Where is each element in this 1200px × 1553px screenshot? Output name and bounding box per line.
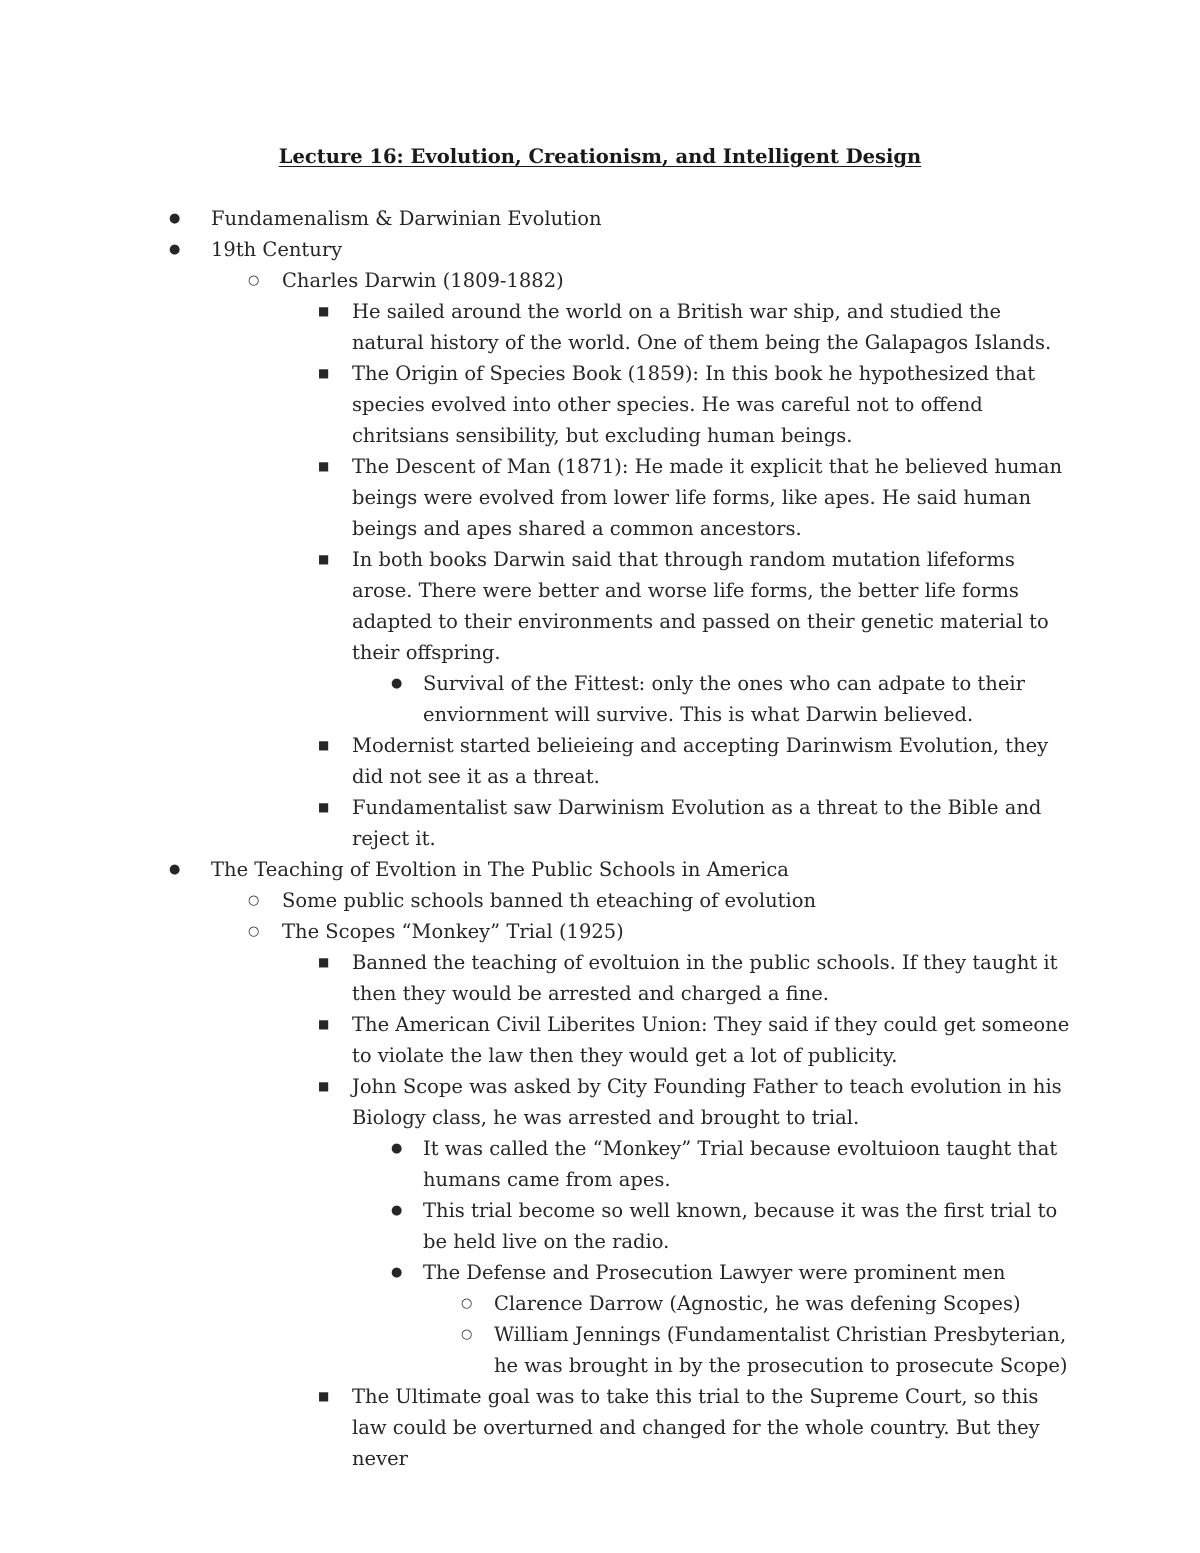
circle-bullet-icon: ○ [461, 1296, 473, 1311]
circle-bullet-icon: ○ [248, 924, 260, 939]
disc-bullet-icon: ● [169, 862, 181, 877]
square-bullet-icon: ■ [318, 304, 330, 318]
list-item [0, 265, 1072, 296]
list-item [0, 1071, 1072, 1133]
list-item-text: The Defense and Prosecution Lawyer were prominent men [423, 1261, 1006, 1284]
list-item [0, 668, 1073, 730]
list-item [0, 296, 1072, 358]
square-bullet-icon: ■ [318, 1389, 330, 1403]
circle-bullet-icon: ○ [248, 893, 260, 908]
list-item [0, 1195, 1073, 1257]
list-item-text: Survival of the Fittest: only the ones who can adpate to their enviornment will survive. This is what Darwin believed. [423, 672, 1025, 726]
list-item-text: He sailed around the world on a British war ship, and studied the natural history of the world. One of them being the Galapagos Islands. [352, 300, 1052, 354]
list-item [0, 916, 1072, 947]
circle-bullet-icon: ○ [248, 273, 260, 288]
list-item [0, 854, 1071, 885]
square-bullet-icon: ■ [318, 459, 330, 473]
list-item [0, 358, 1072, 451]
square-bullet-icon: ■ [318, 366, 330, 380]
list-item [0, 1133, 1073, 1195]
disc-bullet-icon: ● [391, 676, 403, 691]
list-item [0, 1381, 1072, 1474]
list-item-text: The Ultimate goal was to take this trial to the Supreme Court, so this law could be overturned and changed for the whole country. But they never [352, 1385, 1040, 1470]
disc-bullet-icon: ● [391, 1141, 403, 1156]
square-bullet-icon: ■ [318, 955, 330, 969]
square-bullet-icon: ■ [318, 1017, 330, 1031]
list-item-text: Charles Darwin (1809-1882) [282, 269, 564, 292]
square-bullet-icon: ■ [318, 1079, 330, 1093]
list-item-text: John Scope was asked by City Founding Father to teach evolution in his Biology class, he was arrested and brought to trial. [352, 1075, 1062, 1129]
disc-bullet-icon: ● [391, 1203, 403, 1218]
circle-bullet-icon: ○ [461, 1327, 473, 1342]
list-item-text: This trial become so well known, because it was the first trial to be held live on the radio. [423, 1199, 1058, 1253]
list-item [0, 1319, 1074, 1381]
list-item [0, 544, 1072, 668]
list-item-text: Banned the teaching of evoltuion in the public schools. If they taught it then they would be arrested and charged a fine. [352, 951, 1058, 1005]
list-item-text: 19th Century [211, 238, 343, 261]
disc-bullet-icon: ● [169, 242, 181, 257]
list-item [0, 1009, 1072, 1071]
list-item-text: Modernist started belieieing and accepting Darinwism Evolution, they did not see it as a threat. [352, 734, 1049, 788]
list-item-text: William Jennings (Fundamentalist Christian Presbyterian, he was brought in by the prosecution to prosecute Scope) [494, 1323, 1068, 1377]
square-bullet-icon: ■ [318, 552, 330, 566]
list-item-text: The Scopes “Monkey” Trial (1925) [282, 920, 624, 943]
list-item-text: Fundamenalism & Darwinian Evolution [211, 207, 602, 230]
list-item-text: In both books Darwin said that through random mutation lifeforms arose. There were better and worse life forms, the better life forms adapted to their environments and passed on their genetic material to their offspring. [352, 548, 1049, 664]
list-item [0, 451, 1072, 544]
list-item-text: The Teaching of Evoltion in The Public Schools in America [211, 858, 789, 881]
list-item-text: The American Civil Liberites Union: They said if they could get someone to violate the law then they would get a lot of publicity. [352, 1013, 1070, 1067]
page-title: Lecture 16: Evolution, Creationism, and Intelligent Design [278, 145, 922, 168]
square-bullet-icon: ■ [318, 800, 330, 814]
list-item [0, 203, 1071, 234]
list-item-text: Fundamentalist saw Darwinism Evolution as a threat to the Bible and reject it. [352, 796, 1042, 850]
disc-bullet-icon: ● [391, 1265, 403, 1280]
list-item-text: The Origin of Species Book (1859): In this book he hypothesized that species evolved into other species. He was careful not to offend chritsians sensibility, but excluding human beings. [352, 362, 1036, 447]
list-item [0, 792, 1072, 854]
list-item-text: The Descent of Man (1871): He made it explicit that he believed human beings were evolved from lower life forms, like apes. He said human beings and apes shared a common ancestors. [352, 455, 1063, 540]
square-bullet-icon: ■ [318, 738, 330, 752]
list-item [0, 1257, 1073, 1288]
list-item-text: Some public schools banned th eteaching of evolution [282, 889, 817, 912]
list-item [0, 885, 1072, 916]
list-item-text: It was called the “Monkey” Trial because evoltuioon taught that humans came from apes. [423, 1137, 1058, 1191]
list-item [0, 730, 1072, 792]
list-item [0, 947, 1072, 1009]
list-item [0, 234, 1071, 265]
bullet-outline [0, 203, 1200, 1474]
disc-bullet-icon: ● [169, 211, 181, 226]
list-item-text: Clarence Darrow (Agnostic, he was defening Scopes) [494, 1292, 1021, 1315]
list-item [0, 1288, 1074, 1319]
